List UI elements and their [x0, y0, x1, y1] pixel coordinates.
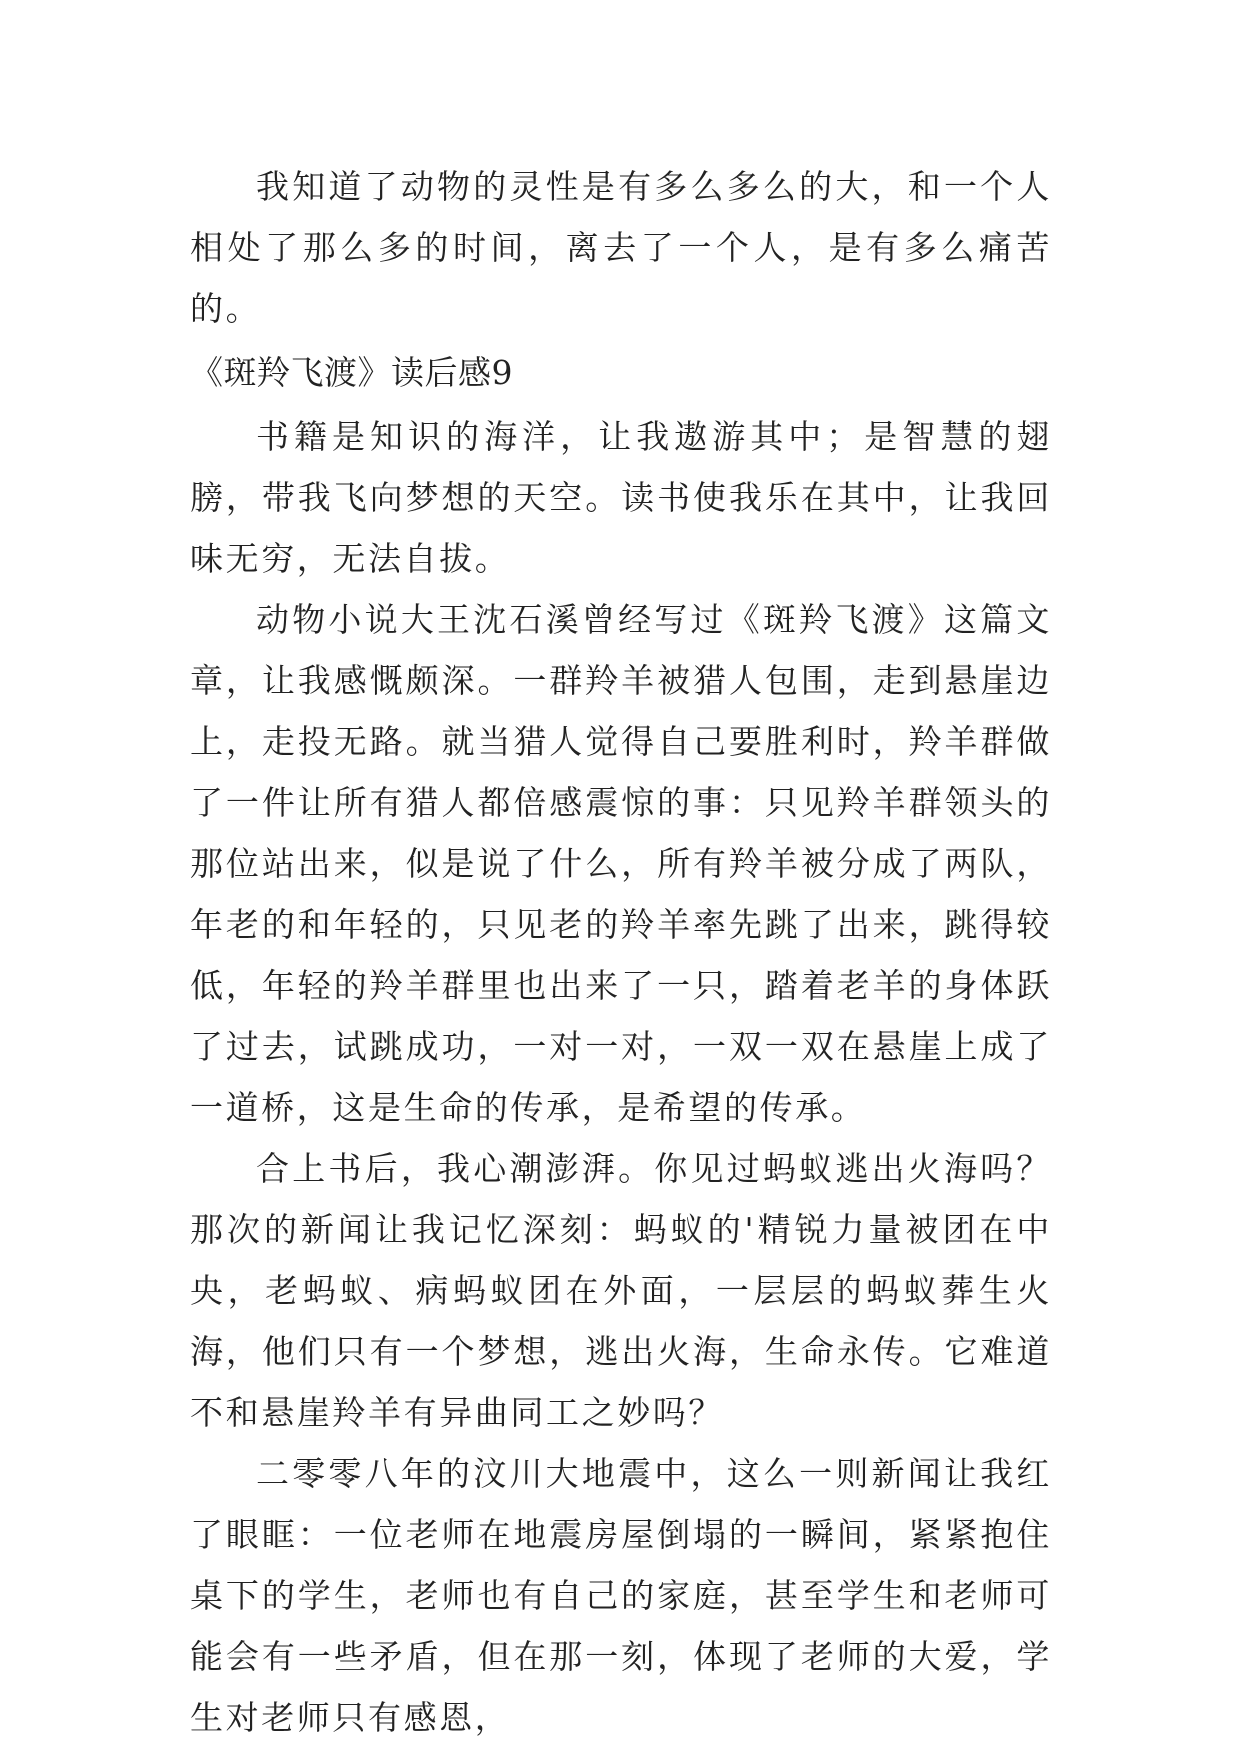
- paragraph-ants: 合上书后，我心潮澎湃。你见过蚂蚁逃出火海吗？那次的新闻让我记忆深刻：蚂蚁的'精锐力量被团在中央，老蚂蚁、病蚂蚁团在外面，一层层的蚂蚁葬生火海，他们只有一个梦想，逃出火海，生命永传。它难道不和悬崖羚羊有异曲同工之妙吗？: [190, 1149, 1052, 1432]
- essay-title: 《斑羚飞渡》读后感9: [190, 353, 513, 392]
- document-body: [190, 156, 1052, 1748]
- paragraph-animal-spirit: 我知道了动物的灵性是有多么多么的大，和一个人相处了那么多的时间，离去了一个人，是有多么痛苦的。: [190, 167, 1052, 328]
- paragraph-earthquake: 二零零八年的汶川大地震中，这么一则新闻让我红了眼眶：一位老师在地震房屋倒塌的一瞬间，紧紧抱住桌下的学生，老师也有自己的家庭，甚至学生和老师可能会有一些矛盾，但在那一刻，体现了老师的大爱，学生对老师只有感恩，: [190, 1454, 1052, 1737]
- paragraph-antelope-story: 动物小说大王沈石溪曾经写过《斑羚飞渡》这篇文章，让我感慨颇深。一群羚羊被猎人包围，走到悬崖边上，走投无路。就当猎人觉得自己要胜利时，羚羊群做了一件让所有猎人都倍感震惊的事：只见羚羊群领头的那位站出来，似是说了什么，所有羚羊被分成了两队，年老的和年轻的，只见老的羚羊率先跳了出来，跳得较低，年轻的羚羊群里也出来了一只，踏着老羊的身体跃了过去，试跳成功，一对一对，一双一双在悬崖上成了一道桥，这是生命的传承，是希望的传承。: [190, 600, 1052, 1127]
- paragraph-books: 书籍是知识的海洋，让我遨游其中；是智慧的翅膀，带我飞向梦想的天空。读书使我乐在其中，让我回味无穷，无法自拔。: [190, 417, 1052, 578]
